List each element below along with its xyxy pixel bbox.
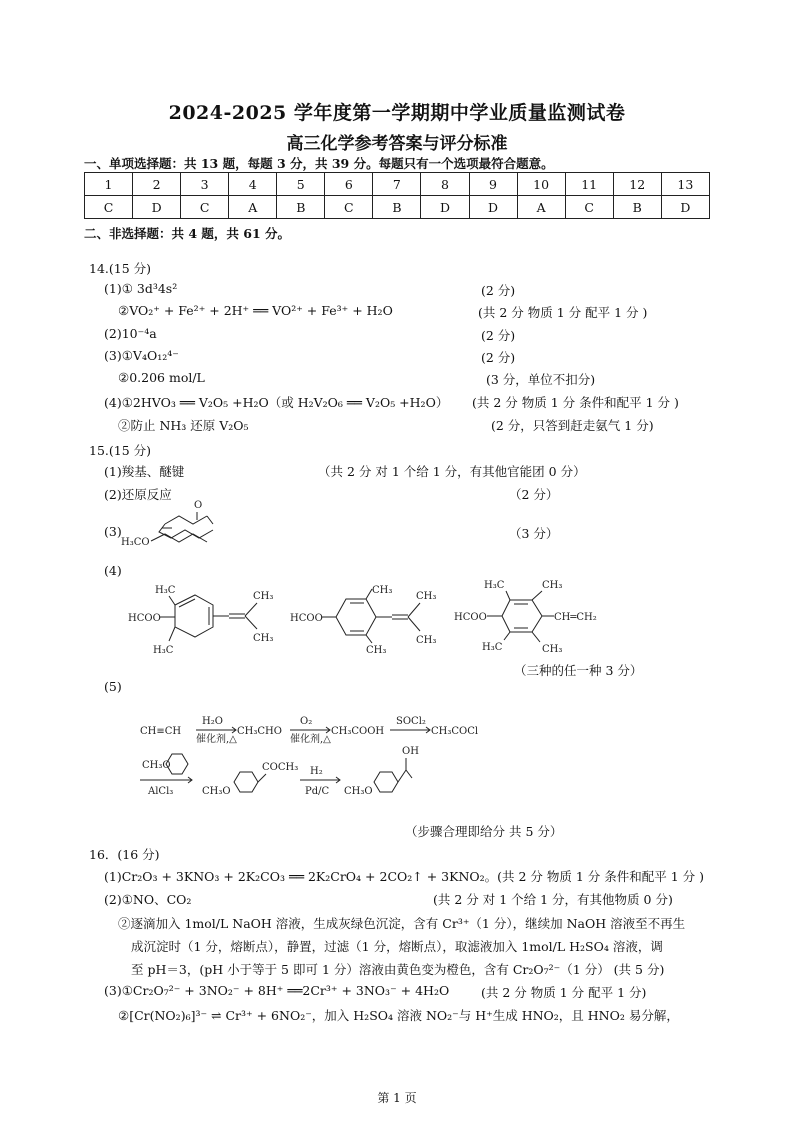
q16-line-2: (2)①NO、CO₂ [104, 892, 192, 907]
q16-heading: 16．(16 分) [89, 847, 160, 862]
q14-line-6: (4)①2HVO₃ ══ V₂O₅ +H₂O（或 H₂V₂O₆ ══ V₂O₅ +H₂O） [104, 395, 449, 410]
q16-line-5: 至 pH＝3，(pH 小于等于 5 即可 1 分）溶液由黄色变为橙色，含有 Cr₂O₇²⁻（1 分） (共 5 分) [131, 962, 665, 977]
s3-h3c-bottom: H₃C [482, 642, 503, 653]
q15-3-structure [115, 498, 225, 557]
q15-3-oxygen-label: O [194, 500, 203, 511]
q15-line-3: (3) [104, 524, 122, 539]
q14-line-3: (2)10⁻⁴a [104, 326, 157, 341]
mcq-question-number: 9 [469, 173, 517, 196]
mcq-question-number: 11 [565, 173, 613, 196]
q15-score-1: （共 2 分 对 1 个给 1 分，有其他官能团 0 分） [318, 464, 586, 479]
s2-ch3-bottom: CH₃ [366, 645, 387, 656]
q15-line-5: (5) [104, 679, 122, 694]
s1-h3c-top: H₃C [155, 585, 176, 596]
mcq-question-number: 3 [181, 173, 229, 196]
q15-line-2: (2)还原反应 [104, 487, 172, 502]
q16-score-2: (共 2 分 对 1 个给 1 分，有其他物质 0 分) [433, 892, 673, 907]
q14-heading: 14.(15 分) [89, 261, 152, 276]
q16-line-7: ②[Cr(NO₂)₆]³⁻ ⇌ Cr³⁺ + 6NO₂⁻，加入 H₂SO₄ 溶液 NO₂⁻与 H⁺生成 HNO₂，且 HNO₂ 易分解， [118, 1008, 679, 1023]
mcq-question-number: 8 [421, 173, 469, 196]
s1-hcoo: HCOO [128, 613, 161, 624]
q16-score-6: (共 2 分 物质 1 分 配平 1 分) [481, 985, 647, 1000]
route-cond-4-bottom: AlCl₃ [148, 786, 174, 797]
mcq-question-number: 7 [373, 173, 421, 196]
q15-heading: 15.(15 分) [89, 443, 152, 458]
mcq-question-number: 1 [85, 173, 133, 196]
q14-line-5: ②0.206 mol/L [118, 370, 205, 385]
s1-h3c-bottom: H₃C [153, 645, 174, 656]
route-product-4-acyl: COCH₃ [262, 762, 299, 773]
q15-4-structure-2 [288, 583, 448, 661]
benzene-ring-2 [336, 599, 376, 635]
s3-vinyl: CH═CH₂ [554, 612, 597, 623]
q16-line-6: (3)①Cr₂O₇²⁻ + 3NO₂⁻ + 8H⁺ ══2Cr³⁺ + 3NO₃⁻ + 4H₂O [104, 983, 450, 998]
benzene-ring-3 [502, 600, 542, 632]
mcq-number-row [85, 173, 710, 196]
q15-score-4: （三种的任一种 3 分） [514, 663, 643, 678]
mcq-answer-cell: D [133, 196, 181, 219]
q15-score-5: （步骤合理即给分 共 5 分） [405, 824, 563, 839]
q14-score-6: (共 2 分 物质 1 分 条件和配平 1 分 ) [472, 395, 679, 410]
q15-score-2: （2 分） [509, 487, 559, 502]
q14-line-7: ②防止 NH₃ 还原 V₂O₅ [118, 418, 249, 433]
section-2-heading: 二、非选择题：共 4 题，共 61 分。 [84, 226, 291, 241]
q15-4-structure-1 [125, 583, 285, 661]
q16-line-3: ②逐滴加入 1mol/L NaOH 溶液，生成灰绿色沉淀，含有 Cr³⁺（1 分），继续加 NaOH 溶液至不再生 [118, 916, 686, 931]
mcq-answer-cell: B [613, 196, 661, 219]
route-product-3: CH₃COCl [431, 726, 479, 737]
mcq-answer-cell: D [469, 196, 517, 219]
mcq-answer-table [84, 172, 710, 219]
mcq-answer-cell: A [517, 196, 565, 219]
section-1-heading: 一、单项选择题：共 13 题，每题 3 分，共 39 分。每题只有一个选项最符合题意。 [84, 156, 554, 171]
mcq-answer-cell: B [373, 196, 421, 219]
q16-line-1: (1)Cr₂O₃ + 3KNO₃ + 2K₂CO₃ ══ 2K₂CrO₄ + 2CO₂↑ + 3KNO₂。(共 2 分 物质 1 分 条件和配平 1 分 ) [104, 869, 705, 884]
product-4-ring [234, 772, 258, 792]
route-cond-1-top: H₂O [202, 716, 223, 727]
q14-line-4: (3)①V₄O₁₂⁴⁻ [104, 348, 179, 363]
mcq-question-number: 13 [661, 173, 709, 196]
mcq-answer-cell: C [325, 196, 373, 219]
mcq-answer-cell: B [277, 196, 325, 219]
q16-line-4: 成沉淀时（1 分，熔断点），静置，过滤（1 分，熔断点），取滤液加入 1mol/L H₂SO₄ 溶液，调 [131, 939, 663, 954]
page-footer: 第 1 页 [377, 1091, 417, 1105]
mcq-answer-cell: C [565, 196, 613, 219]
route-product-1: CH₃CHO [237, 726, 282, 737]
mcq-question-number: 6 [325, 173, 373, 196]
route-product-2: CH₃COOH [331, 726, 385, 737]
q15-3-h3co-label: H₃CO [121, 537, 150, 548]
route-cond-5-bottom: Pd/C [305, 786, 330, 797]
route-product-5-hydroxyl: OH [402, 746, 419, 757]
route-cond-4-top: CH₃O [142, 760, 171, 771]
document-title: 2024-2025 学年度第一学期期中学业质量监测试卷 [168, 102, 626, 124]
q15-5-synthesis-route [140, 712, 500, 810]
q14-score-4: (2 分) [481, 350, 516, 365]
q14-line-2: ②VO₂⁺ + Fe²⁺ + 2H⁺ ══ VO²⁺ + Fe³⁺ + H₂O [118, 303, 393, 318]
q14-score-1: (2 分) [481, 283, 516, 298]
mcq-question-number: 5 [277, 173, 325, 196]
q15-line-1: (1)羧基、醚键 [104, 464, 185, 479]
s1-ch3-upper: CH₃ [253, 591, 274, 602]
s2-ch3-upper: CH₃ [416, 591, 437, 602]
s3-ch3-top: CH₃ [542, 580, 563, 591]
s1-ch3-lower: CH₃ [253, 633, 274, 644]
q14-line-1: (1)① 3d³4s² [104, 281, 178, 296]
route-reactant-1: CH≡CH [140, 726, 182, 737]
mcq-question-number: 12 [613, 173, 661, 196]
route-product-5-methoxy: CH₃O [344, 786, 373, 797]
mcq-answer-cell: D [421, 196, 469, 219]
mcq-question-number: 2 [133, 173, 181, 196]
q14-score-7: (2 分，只答到赶走氨气 1 分) [491, 418, 654, 433]
route-product-4-methoxy: CH₃O [202, 786, 231, 797]
q15-line-4: (4) [104, 563, 122, 578]
s2-ch3-top: CH₃ [372, 585, 393, 596]
route-cond-2-top: O₂ [300, 716, 313, 727]
q14-score-2: (共 2 分 物质 1 分 配平 1 分 ) [478, 305, 648, 320]
product-5-ring [374, 772, 398, 792]
mcq-question-number: 10 [517, 173, 565, 196]
route-cond-2-bottom: 催化剂,△ [290, 734, 331, 745]
mcq-answer-cell: D [661, 196, 709, 219]
q15-score-3: （3 分） [509, 526, 559, 541]
mcq-answer-cell: A [229, 196, 277, 219]
s3-ch3-bottom: CH₃ [542, 644, 563, 655]
benzene-ring-1 [175, 595, 213, 637]
mcq-answer-cell: C [85, 196, 133, 219]
mcq-answer-cell: C [181, 196, 229, 219]
s3-hcoo: HCOO [454, 612, 487, 623]
s3-h3c-top: H₃C [484, 580, 505, 591]
q15-4-structure-3 [452, 578, 612, 661]
mcq-answer-row [85, 196, 710, 219]
route-cond-1-bottom: 催化剂,△ [196, 734, 237, 745]
q14-score-3: (2 分) [481, 328, 516, 343]
route-cond-5-top: H₂ [310, 766, 323, 777]
document-subtitle: 高三化学参考答案与评分标准 [286, 134, 508, 154]
s2-hcoo: HCOO [290, 613, 323, 624]
s2-ch3-lower: CH₃ [416, 635, 437, 646]
mcq-question-number: 4 [229, 173, 277, 196]
route-cond-3-top: SOCl₂ [396, 716, 426, 727]
q14-score-5: (3 分，单位不扣分) [486, 372, 596, 387]
